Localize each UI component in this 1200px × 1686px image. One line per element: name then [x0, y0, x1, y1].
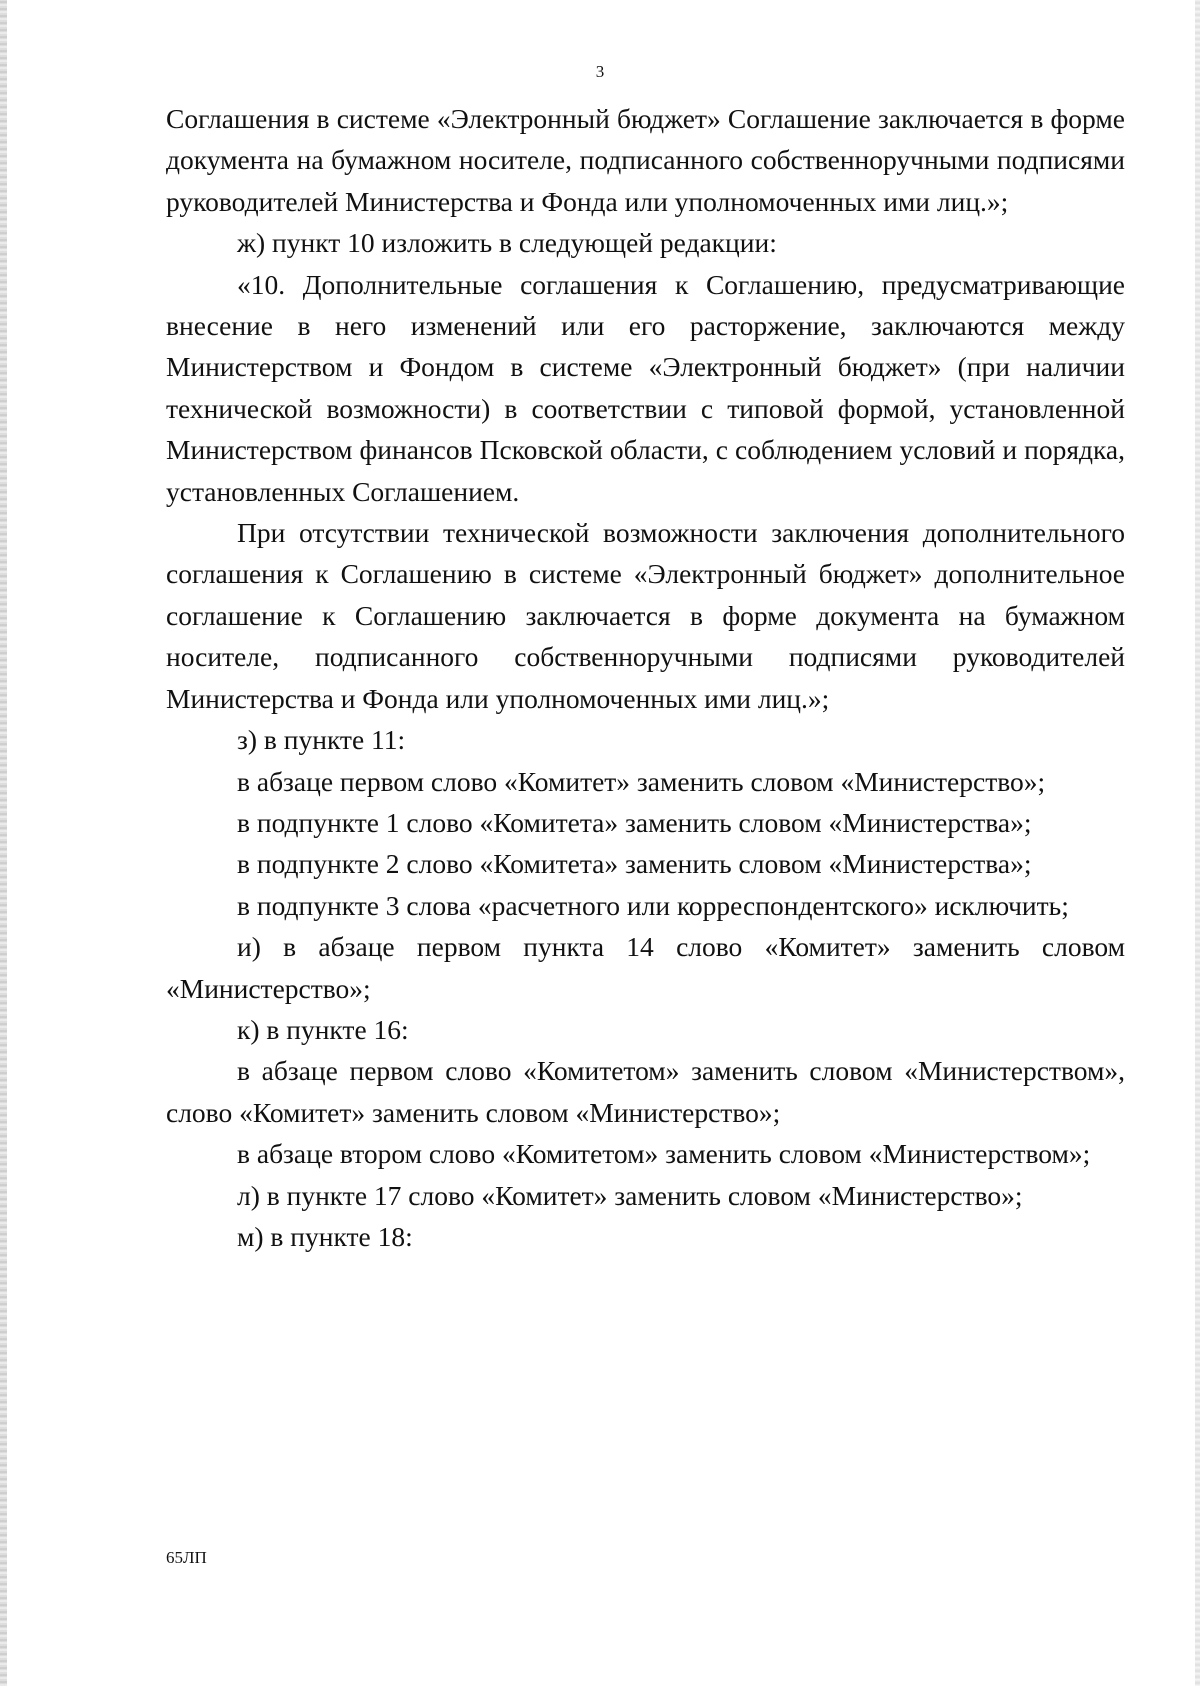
- paragraph-item-z-sub2: в подпункте 2 слово «Комитета» заменить словом «Министерства»;: [237, 848, 1032, 880]
- paragraph-item-z: з) в пункте 11:: [237, 724, 406, 756]
- paragraph-item-z-first-para: в абзаце первом слово «Комитет» заменить словом «Министерство»;: [237, 765, 1046, 797]
- document-body: [166, 98, 1125, 1257]
- scan-edge-right: [1195, 0, 1200, 1686]
- page-number: 3: [595, 62, 605, 81]
- paragraph-agreement-continuation: Соглашения в системе «Электронный бюджет» Соглашение заключается в форме документа на бумажном носителе, подписанного собственноручными подписями руководителей Министерства и Фонда или уполномоченных ими лиц.»;: [166, 103, 1125, 217]
- paragraph-item-z-sub1: в подпункте 1 слово «Комитета» заменить словом «Министерства»;: [237, 806, 1032, 838]
- paragraph-item-m: м) в пункте 18:: [237, 1220, 413, 1252]
- paragraph-item-k-second-para: в абзаце втором слово «Комитетом» заменить словом «Министерством»;: [237, 1138, 1091, 1170]
- scan-edge-left: [0, 0, 7, 1686]
- paragraph-item-k: к) в пункте 16:: [237, 1013, 409, 1045]
- paragraph-item-zh: ж) пункт 10 изложить в следующей редакции:: [237, 227, 777, 259]
- paragraph-clause-10: «10. Дополнительные соглашения к Соглашению, предусматривающие внесение в него изменений или его расторжение, заключаются между Министерством и Фондом в системе «Электронный бюджет» (при наличии технической возможности) в соответствии с типовой формой, установленной Министерством финансов Псковской области, с соблюдением условий и порядка, установленных Соглашением.: [166, 268, 1125, 507]
- paragraph-item-k-first-para: в абзаце первом слово «Комитетом» заменить словом «Министерством», слово «Комитет» заменить словом «Министерство»;: [166, 1055, 1125, 1128]
- paragraph-item-z-sub3: в подпункте 3 слова «расчетного или корреспондентского» исключить;: [237, 889, 1069, 921]
- paragraph-item-l: л) в пункте 17 слово «Комитет» заменить словом «Министерство»;: [237, 1179, 1023, 1211]
- paragraph-clause-10-absence: При отсутствии технической возможности заключения дополнительного соглашения к Соглашению в системе «Электронный бюджет» дополнительное соглашение к Соглашению заключается в форме документа на бумажном носителе, подписанного собственноручными подписями руководителей Министерства и Фонда или уполномоченных ими лиц.»;: [166, 517, 1125, 714]
- document-code: 65ЛП: [166, 1548, 207, 1567]
- paragraph-item-i: и) в абзаце первом пункта 14 слово «Комитет» заменить словом «Министерство»;: [166, 931, 1125, 1004]
